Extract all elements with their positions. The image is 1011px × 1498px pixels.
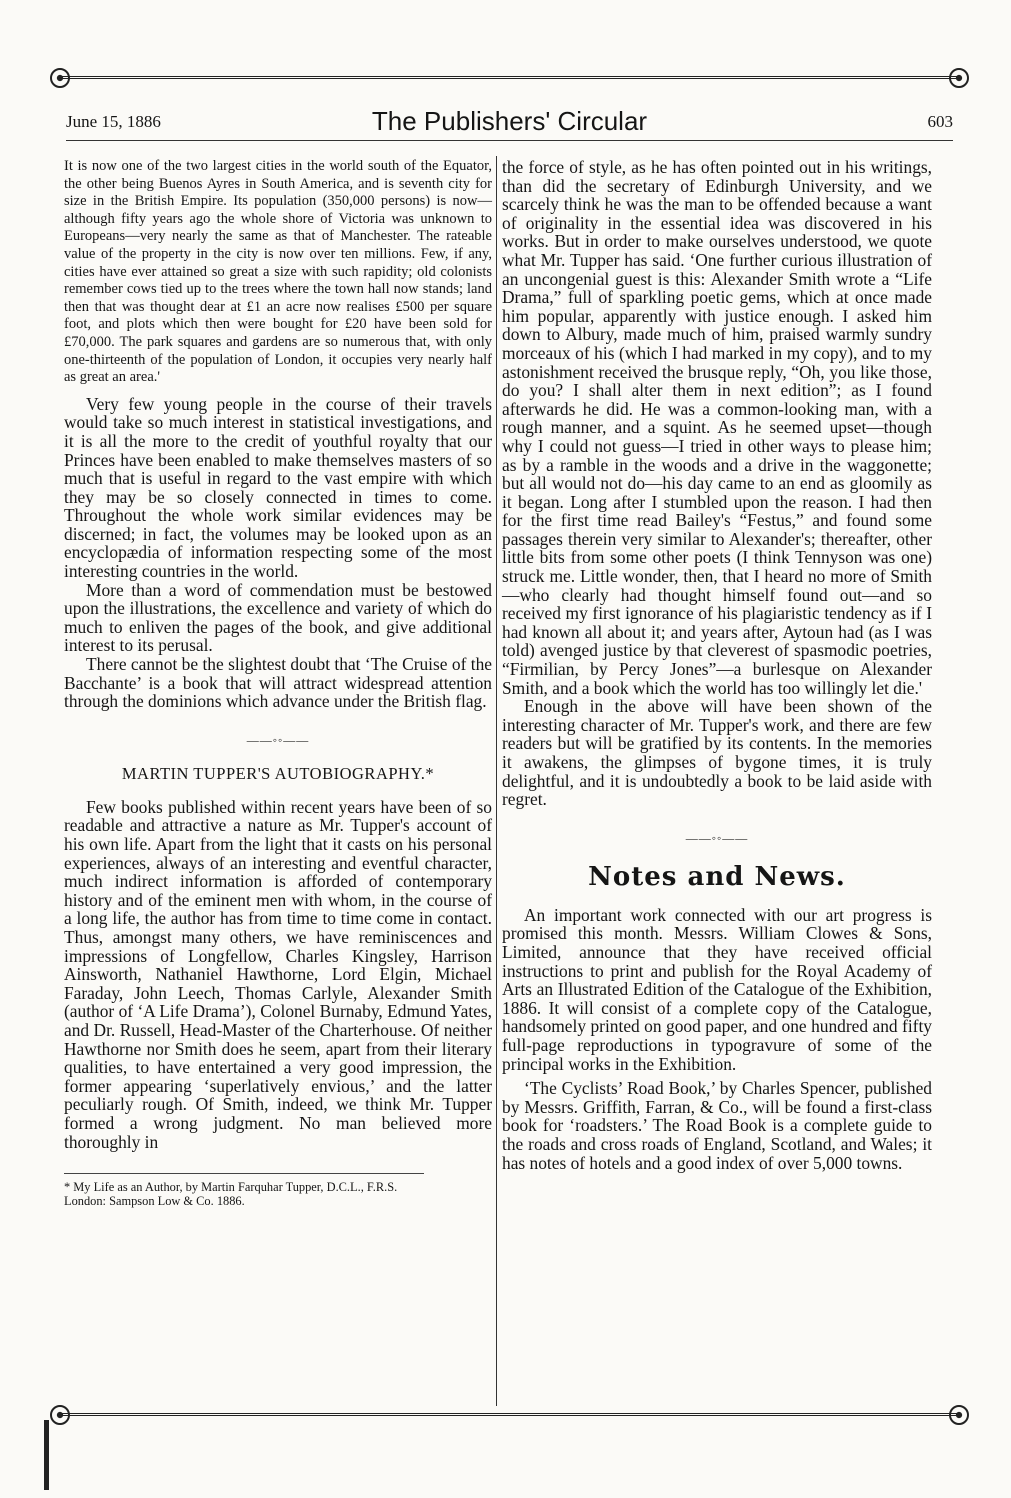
paragraph: More than a word of commendation must be bestowed upon the illustrations, the excellence and variety of which do much to enliven the pages of the book, and give additional interest to its perusal. <box>64 579 492 656</box>
right-column <box>502 158 932 1172</box>
paragraph: There cannot be the slightest doubt that ‘The Cruise of the Bacchante’ is a book that will attract widespread attention through the dominions which advance under the British flag. <box>64 654 492 712</box>
news-item: ‘The Cyclists’ Road Book,’ by Charles Spencer, published by Messrs. Griffith, Farran, & Co., will be found a first-class book for ‘roadsters.’ The Road Book is a complete guide to the roads and cross roads of England, Scotland, and Wales; it has notes of hotels and a good index of over 5,000 towns. <box>502 1078 932 1173</box>
corner-ornament-icon <box>949 1405 969 1425</box>
left-column <box>64 158 492 1208</box>
paragraph: Few books published within recent years have been of so readable and attractive a nature as Mr. Tupper's account of his own life. Apart from the light that it casts on his personal experiences, always of an interesting and eventful character, much indirect information is afforded of contemporary history and of the eminent men with whom, in the course of a long life, the author has from time to time come in contact. Thus, amongst many others, we have reminiscences and impressions of Longfellow, Charles Kingsley, Harrison Ainsworth, Nathaniel Hawthorne, Lord Elgin, Michael Faraday, John Leech, Thomas Carlyle, Alexander Smith (author of ‘A Life Drama’), Colonel Burnaby, Edmund Yates, and Dr. Russell, Head-Master of the Charterhouse. Of neither Hawthorne nor Smith does he seem, apart from their literary qualities, to have entertained a very good impression, the former appearing ‘superlatively envious,’ and the latter peculiarly rough. Of Smith, indeed, we think Mr. Tupper formed a wrong judgment. No man believed more thoroughly in <box>64 796 492 1152</box>
margin-bar <box>44 1420 49 1490</box>
quoted-passage: It is now one of the two largest cities in the world south of the Equator, the other being Buenos Ayres in South America, and is seventh city for size in the British Empire. Its population (350,000 persons) is now—although fifty years ago the whole shore of Victoria was unknown to Europeans—very nearly the same as that of Manchester. The rateable value of the property in the city is now over ten millions. Few, if any, cities have ever attained so great a size with such rapidity; old colonists remember cows tied up to the trees where the town hall now stands; land then that was thought dear at £1 an acre now realises £500 per square foot, and plots which then were bought for £20 have been sold for £70,000. The park squares and gardens are so numerous that, with only one-thirteenth of the population of London, it occupies very nearly half as great an area.' <box>64 158 492 386</box>
page-number: 603 <box>927 112 953 131</box>
section-separator: ——◦◦—— <box>246 732 310 747</box>
page-header <box>66 106 953 141</box>
paragraph: the force of style, as he has often pointed out in his writings, than did the secretary of Edinburgh University, and we scarcely think he was the man to be offended because a want of originality in the essential idea was discovered in his works. But in order to make ourselves understood, we quote what Mr. Tupper has said. ‘One further curious illustration of an uncongenial guest is this: Alexander Smith wrote a “Life Drama,” full of sparkling poetic gems, which at once made him popular, apparently with justice enough. I asked him down to Albury, made much of him, praised warmly sundry morceaux of his (which I had marked in my copy), and to my astonishment received the brusque reply, “Oh, you like those, do you? I shall alter them in next edition”; as I found afterwards he did. He was a common-looking man, with a rough manner, and a squint. As he seemed upset—though why I could not guess—I tried in other ways to please him; as by a ramble in the woods and a drive in the waggonette; but all would not do—his day came to an end as gloomily as it began. Long after I stumbled upon the reason. I had then for the first time read Bailey's “Festus,” and found some passages therein very similar to Alexander's; thereafter, other little bits from some other poets (I think Tennyson was one) struck me. Little wonder, then, that I heard no more of Smith—who clearly had thought himself found out—and so received my first ignorance of his plagiaristic tendency as if I had known all about it; and years after, Aytoun had (as I was told) avenged justice by that cleverest of spasmodic poetries, “Firmilian, by Percy Jones”—a burlesque on Alexander Smith, and a book which the world has too willingly let die.' <box>502 157 932 698</box>
issue-date: June 15, 1886 <box>66 112 161 131</box>
corner-ornament-icon <box>949 68 969 88</box>
paragraph: Very few young people in the course of their travels would take so much interest in statistical investigations, and it is all the more to the credit of youthful royalty that our Princes have been enabled to make themselves masters of so much that is useful in regard to the vast empire with which they may be so closely connected in times to come. Throughout the whole work similar evidences may be discerned; in fact, the volumes may be looked upon as an encyclopædia of information respecting some of the most interesting countries in the world. <box>64 393 492 582</box>
top-border-rule <box>58 76 961 79</box>
article-heading: MARTIN TUPPER'S AUTOBIOGRAPHY.* <box>121 763 435 783</box>
section-separator: ——◦◦—— <box>685 830 749 845</box>
corner-ornament-icon <box>50 1405 70 1425</box>
corner-ornament-icon <box>50 68 70 88</box>
news-item: An important work connected with our art progress is promised this month. Messrs. William Clowes & Sons, Limited, announce that they have received official instructions to print and publish for the Royal Academy of Arts an Illustrated Edition of the Catalogue of the Exhibition, 1886. It will consist of a complete copy of the Catalogue, handsomely printed on good paper, and one hundred and fifty full-page reproductions in typogravure of some of the principal works in the Exhibition. <box>502 904 932 1074</box>
footnote: * My Life as an Author, by Martin Farquhar Tupper, D.C.L., F.R.S. London: Sampson Low & Co. 1886. <box>64 1173 424 1208</box>
column-divider <box>496 156 497 1406</box>
section-heading: Notes and News. <box>588 861 846 892</box>
bottom-border-rule <box>58 1413 961 1416</box>
paragraph: Enough in the above will have been shown of the interesting character of Mr. Tupper's work, and there are few readers but will be gratified by its contents. In the memories it awakens, the glimpses of bygone times, it is truly delightful, and it is undoubtedly a book to be laid aside with regret. <box>502 696 932 810</box>
publication-title: The Publishers' Circular <box>371 106 648 136</box>
